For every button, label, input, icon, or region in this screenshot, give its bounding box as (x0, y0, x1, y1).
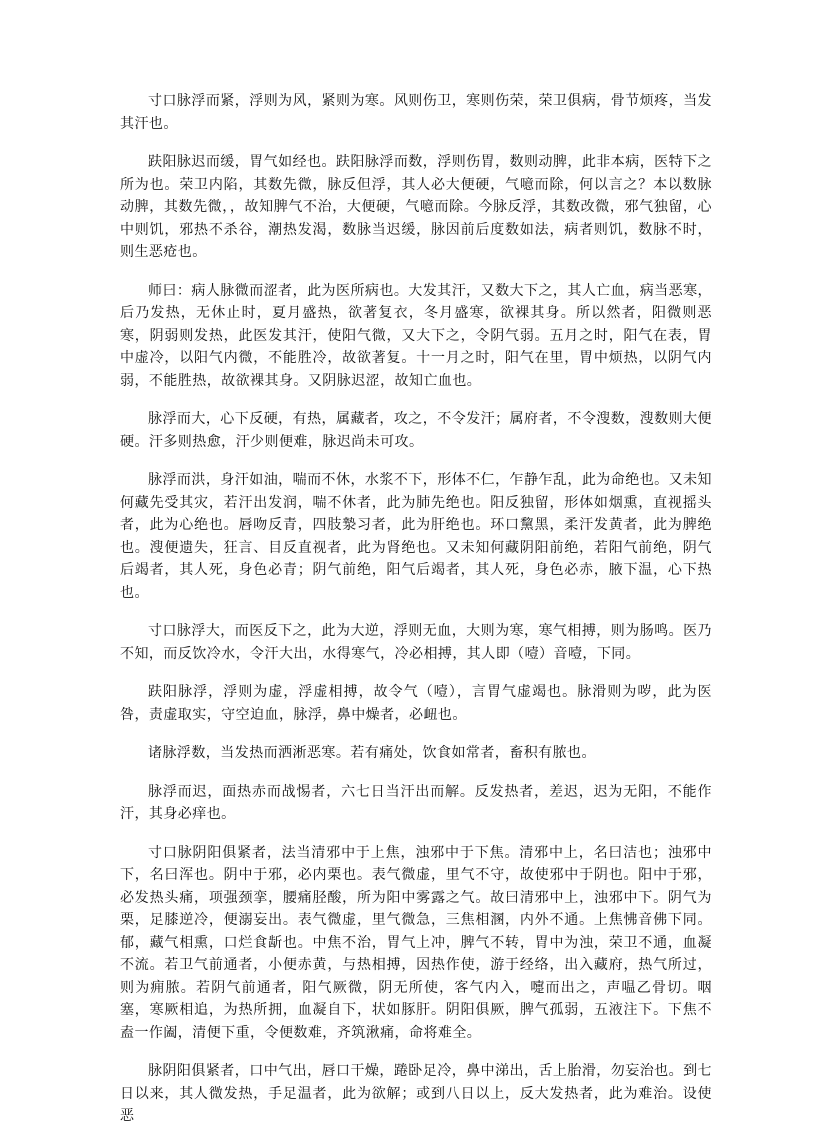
paragraph: 脉阴阳俱紧者，口中气出，唇口干燥，踡卧足冷，鼻中涕出，舌上胎滑，勿妄治也。到七日以来，其人微发热，手足温者，此为欲解；或到八日以上，反大发热者，此为难治。设使恶 (120, 1063, 712, 1124)
paragraph: 脉浮而大，心下反硬，有热，属藏者，攻之，不令发汗；属府者，不令溲数，溲数则大便硬。汗多则热愈，汗少则便难，脉迟尚未可攻。 (120, 411, 712, 450)
paragraph: 脉浮而迟，面热赤而战惕者，六七日当汗出而解。反发热者，差迟，迟为无阳，不能作汗，其身必痒也。 (120, 783, 712, 822)
paragraph: 趺阳脉迟而缓，胃气如经也。趺阳脉浮而数，浮则伤胃，数则动脾，此非本病，医特下之所为也。荣卫内陷，其数先微，脉反但浮，其人必大便硬，气噫而除，何以言之？本以数脉动脾，其数先微，，故知脾气不治，大便硬，气噫而除。今脉反浮，其数改微，邪气独留，心中则饥，邪热不杀谷，潮热发渴，数脉当迟缓，脉因前后度数如法，病者则饥，数脉不时，则生恶疮也。 (120, 154, 712, 260)
paragraph: 趺阳脉浮，浮则为虚，浮虚相搏，故令气（噎），言胃气虚竭也。脉滑则为哕，此为医咎，责虚取实，守空迫血，脉浮，鼻中燥者，必衄也。 (120, 684, 712, 723)
paragraph: 寸口脉阴阳俱紧者，法当清邪中于上焦，浊邪中于下焦。清邪中上，名曰洁也；浊邪中下，名曰浑也。阴中于邪，必内栗也。表气微虚，里气不守，故使邪中于阴也。阳中于邪，必发热头痛，项强颈挛，腰痛胫酸，所为阳中雾露之气。故曰清邪中上，浊邪中下。阴气为栗，足膝逆冷，便溺妄出。表气微虚，里气微急，三焦相溷，内外不通。上焦怫音佛下同。郁，藏气相熏，口烂食龂也。中焦不治，胃气上冲，脾气不转，胃中为浊，荣卫不通，血凝不流。若卫气前通者，小便赤黄，与热相搏，因热作使，游于经络，出入藏府，热气所过，则为痈脓。若阴气前通者，阳气厥微，阴无所使，客气内入，嚏而出之，声嗢乙骨切。咽塞，寒厥相追，为热所拥，血凝自下，状如豚肝。阴阳俱厥，脾气孤弱，五液注下。下焦不盍一作阖，清便下重，令便数难，齐筑湫痛，命将难全。 (120, 844, 712, 1041)
paragraph: 寸口脉浮而紧，浮则为风，紧则为寒。风则伤卫，寒则伤荣，荣卫俱病，骨节烦疼，当发其汗也。 (120, 93, 712, 132)
paragraph: 寸口脉浮大，而医反下之，此为大逆，浮则无血，大则为寒，寒气相搏，则为肠鸣。医乃不知，而反饮冷水，令汗大出，水得寒气，冷必相搏，其人即（噎）音噎，下同。 (120, 623, 712, 662)
paragraph: 师曰：病人脉微而涩者，此为医所病也。大发其汗，又数大下之，其人亡血，病当恶寒，后乃发热，无休止时，夏月盛热，欲著复衣，冬月盛寒，欲裸其身。所以然者，阳微则恶寒，阴弱则发热，此医发其汗，使阳气微，又大下之，令阴气弱。五月之时，阳气在表，胃中虚冷，以阳气内微，不能胜冷，故欲著复。十一月之时，阳气在里，胃中烦热，以阴气内弱，不能胜热，故欲裸其身。又阴脉迟涩，故知亡血也。 (120, 282, 712, 389)
paragraph: 脉浮而洪，身汗如油，喘而不休，水浆不下，形体不仁，乍静乍乱，此为命绝也。又未知何藏先受其灾，若汗出发润，喘不休者，此为肺先绝也。阳反独留，形体如烟熏，直视摇头者，此为心绝也。唇吻反青，四肢漐习者，此为肝绝也。环口黧黑，柔汗发黄者，此为脾绝也。溲便遗失，狂言、目反直视者，此为肾绝也。又未知何藏阴阳前绝，若阳气前绝，阴气后竭者，其人死，身色必青；阴气前绝，阳气后竭者，其人死，身色必赤，腋下温，心下热也。 (120, 472, 712, 601)
paragraph: 诸脉浮数，当发热而洒淅恶寒。若有痛处，饮食如常者，畜积有脓也。 (148, 745, 596, 761)
document-body (120, 90, 712, 1144)
